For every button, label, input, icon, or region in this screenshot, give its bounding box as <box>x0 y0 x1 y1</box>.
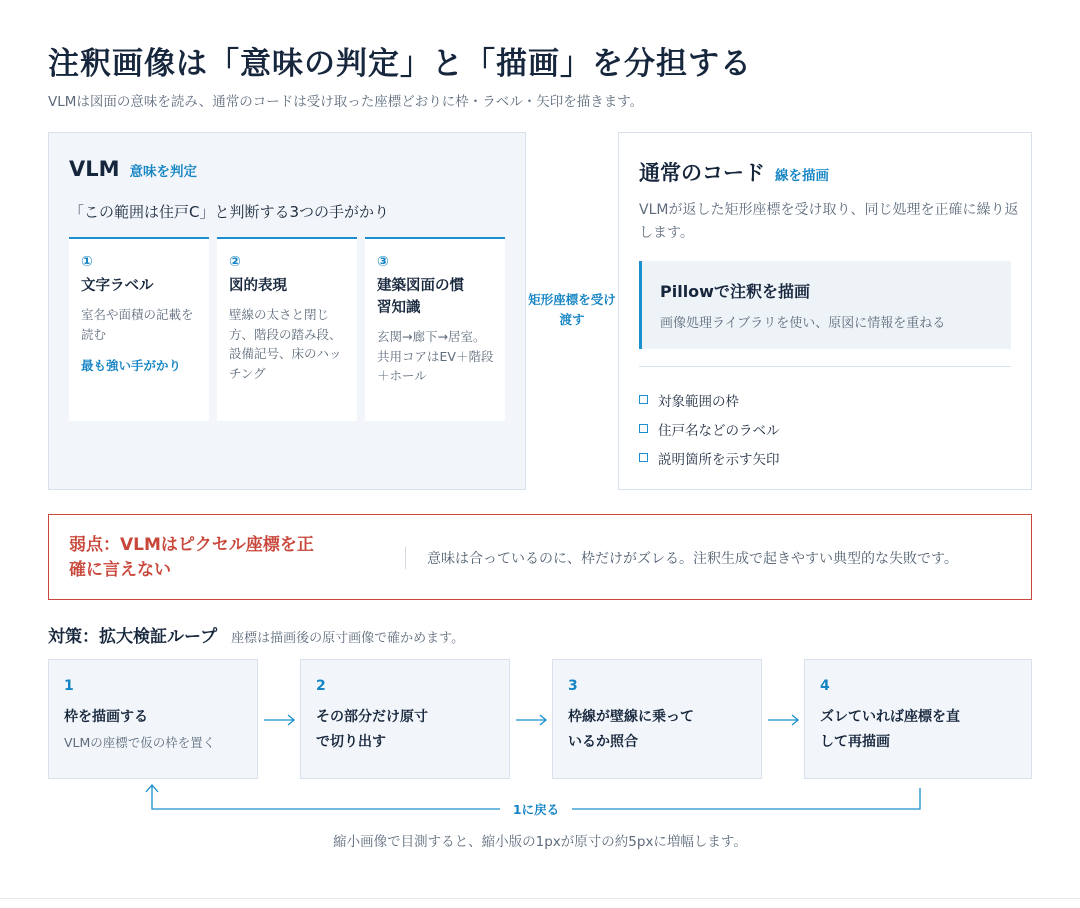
step-subtitle: VLMの座標で仮の枠を置く <box>64 735 216 750</box>
vlm-lead-text: 「この範囲は住戸C」と判断する3つの手がかり <box>69 203 390 221</box>
weakness-description: 意味は合っているのに、枠だけがズレる。注釈生成で起きやすい典型的な失敗です。 <box>427 551 958 567</box>
list-item <box>639 414 780 443</box>
step-number: 1 <box>64 678 74 694</box>
list-item-label: 対象範囲の枠 <box>658 393 739 410</box>
code-panel-header <box>639 157 829 187</box>
clue-emphasis: 最も強い手がかり <box>81 358 182 373</box>
bottom-divider <box>0 898 1080 899</box>
clue-name: 建築図面の慣習知識 <box>377 278 464 316</box>
step-title: 枠を描画する <box>64 709 148 725</box>
loop-heading: 対策：拡大検証ループ <box>48 627 218 647</box>
step-number: 3 <box>568 678 578 694</box>
vlm-heading: VLM <box>69 157 120 181</box>
list-item-label: 説明箇所を示す矢印 <box>658 451 780 468</box>
clue-description: 室名や面積の記載を読む <box>81 307 194 342</box>
weakness-callout <box>48 514 1032 600</box>
list-item <box>639 443 780 472</box>
return-label: 1に戻る <box>500 800 572 818</box>
clue-card-text-labels <box>69 237 209 421</box>
loop-step-3 <box>552 659 762 779</box>
clue-name: 図的表現 <box>229 278 287 294</box>
vlm-panel <box>48 132 526 490</box>
pillow-heading: Pillowで注釈を描画 <box>660 282 810 301</box>
code-panel <box>618 132 1032 490</box>
handoff-label: 矩形座標を受け渡す <box>528 292 616 327</box>
clue-card-graphic-expression <box>217 237 357 421</box>
clue-description: 壁線の太さと閉じ方、階段の踏み段、設備記号、床のハッチング <box>229 307 342 381</box>
code-description: VLMが返した矩形座標を受け取り、同じ処理を正確に繰り返します。 <box>639 202 1019 241</box>
clue-description: 玄関→廊下→居室。共用コアはEV＋階段＋ホール <box>377 329 494 383</box>
step-number: 2 <box>316 678 326 694</box>
code-role-tag: 線を描画 <box>775 168 829 184</box>
page-subtitle: VLMは図面の意味を読み、通常のコードは受け取った座標どおりに枠・ラベル・矢印を描きます。 <box>48 94 644 110</box>
step-title: 枠線が壁線に乗っているか照合 <box>568 709 694 750</box>
clue-card-drawing-conventions <box>365 237 505 421</box>
step-title: ズレていれば座標を直して再描画 <box>820 709 960 750</box>
list-item-label: 住戸名などのラベル <box>658 422 780 439</box>
weakness-heading: 弱点：VLMはピクセル座標を正確に言えない <box>69 535 314 580</box>
checkbox-icon <box>639 395 648 404</box>
vlm-panel-header <box>69 157 197 181</box>
clue-number: ② <box>229 254 241 270</box>
loop-note: 座標は描画後の原寸画像で確かめます。 <box>231 631 465 646</box>
checkbox-icon <box>639 424 648 433</box>
footnote: 縮小画像で目測すると、縮小版の1pxが原寸の約5pxに増幅します。 <box>333 834 747 850</box>
divider <box>639 366 1011 367</box>
clue-name: 文字ラベル <box>81 278 154 294</box>
divider <box>405 547 406 569</box>
loop-header <box>48 622 464 647</box>
step-number: 4 <box>820 678 830 694</box>
arrow-right-icon <box>766 710 800 730</box>
checkbox-icon <box>639 453 648 462</box>
arrow-right-icon <box>262 710 296 730</box>
loop-step-1 <box>48 659 258 779</box>
pillow-callout <box>639 261 1011 349</box>
step-title: その部分だけ原寸で切り出す <box>316 709 428 750</box>
loop-step-4 <box>804 659 1032 779</box>
clue-number: ① <box>81 254 93 270</box>
pillow-description: 画像処理ライブラリを使い、原図に情報を重ねる <box>660 316 946 331</box>
page-title: 注釈画像は「意味の判定」と「描画」を分担する <box>48 46 752 82</box>
arrow-right-icon <box>514 710 548 730</box>
loop-step-2 <box>300 659 510 779</box>
vlm-role-tag: 意味を判定 <box>129 164 198 180</box>
output-checklist <box>639 385 780 472</box>
code-heading: 通常のコード <box>639 161 765 185</box>
clue-number: ③ <box>377 254 389 270</box>
list-item <box>639 385 780 414</box>
